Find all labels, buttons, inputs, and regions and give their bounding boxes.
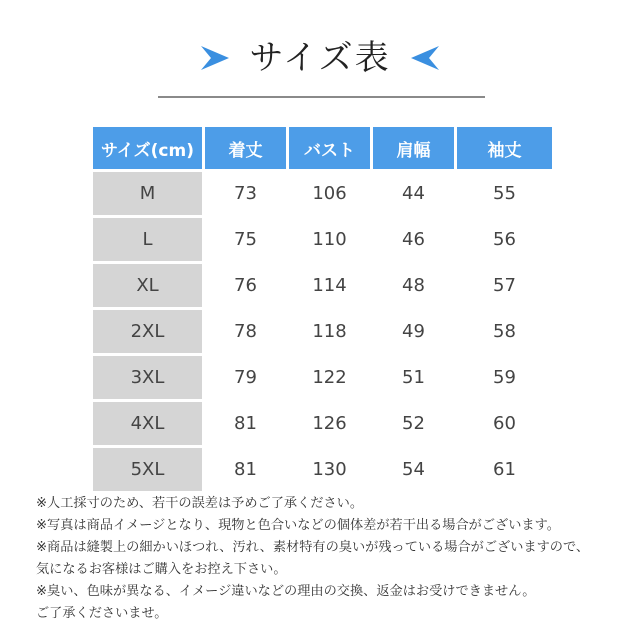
length-cell: 75 — [234, 229, 257, 250]
length-cell: 79 — [234, 367, 257, 388]
chevron-left-icon — [409, 44, 441, 72]
length-cell: 81 — [234, 413, 257, 434]
note-line: ※写真は商品イメージとなり、現物と色合いなどの個体差が若干出る場合がございます。 — [36, 518, 560, 533]
table-header-row — [93, 127, 552, 169]
sleeve-cell: 58 — [493, 321, 516, 342]
length-cell: 73 — [234, 183, 257, 204]
shoulder-cell: 44 — [402, 183, 425, 204]
note-line: ※商品は縫製上の細かいほつれ、汚れ、素材特有の臭いが残っている場合がございますので、 — [36, 540, 590, 555]
bust-cell: 110 — [312, 229, 347, 250]
table-row — [93, 310, 552, 353]
size-table — [90, 124, 555, 494]
column-header-size: サイズ(cm) — [93, 127, 202, 169]
size-cell: L — [93, 218, 202, 261]
shoulder-cell: 51 — [402, 367, 425, 388]
note-line: ※人工採寸のため、若干の誤差は予めご了承ください。 — [36, 496, 364, 511]
sleeve-cell: 56 — [493, 229, 516, 250]
table-row — [93, 218, 552, 261]
size-cell: 5XL — [93, 448, 202, 491]
length-cell: 76 — [234, 275, 257, 296]
length-cell: 78 — [234, 321, 257, 342]
title-bar — [0, 34, 640, 82]
bust-cell: 114 — [312, 275, 347, 296]
bust-cell: 130 — [312, 459, 347, 480]
table-row — [93, 402, 552, 445]
sleeve-cell: 55 — [493, 183, 516, 204]
size-cell: M — [93, 172, 202, 215]
page-title: サイズ表 — [249, 38, 391, 78]
shoulder-cell: 54 — [402, 459, 425, 480]
chevron-right-icon — [199, 44, 231, 72]
size-cell: 3XL — [93, 356, 202, 399]
sleeve-cell: 57 — [493, 275, 516, 296]
size-cell: 4XL — [93, 402, 202, 445]
bust-cell: 122 — [312, 367, 347, 388]
bust-cell: 126 — [312, 413, 347, 434]
note-line: 気になるお客様はご購入をお控え下さい。 — [36, 562, 287, 577]
sleeve-cell: 60 — [493, 413, 516, 434]
note-line: ※臭い、色味が異なる、イメージ違いなどの理由の交換、返金はお受けできません。 — [36, 584, 536, 599]
shoulder-cell: 48 — [402, 275, 425, 296]
title-divider — [158, 96, 485, 98]
notes-section — [36, 493, 626, 625]
sleeve-cell: 59 — [493, 367, 516, 388]
shoulder-cell: 46 — [402, 229, 425, 250]
length-cell: 81 — [234, 459, 257, 480]
shoulder-cell: 49 — [402, 321, 425, 342]
size-cell: XL — [93, 264, 202, 307]
bust-cell: 106 — [312, 183, 347, 204]
column-header-bust: バスト — [289, 127, 370, 169]
shoulder-cell: 52 — [402, 413, 425, 434]
column-header-sleeve: 袖丈 — [457, 127, 552, 169]
table-row — [93, 356, 552, 399]
table-row — [93, 264, 552, 307]
column-header-shoulder: 肩幅 — [373, 127, 454, 169]
column-header-length: 着丈 — [205, 127, 286, 169]
note-line: ご了承くださいませ。 — [36, 606, 168, 621]
table-row — [93, 172, 552, 215]
table-row — [93, 448, 552, 491]
sleeve-cell: 61 — [493, 459, 516, 480]
size-cell: 2XL — [93, 310, 202, 353]
bust-cell: 118 — [312, 321, 347, 342]
